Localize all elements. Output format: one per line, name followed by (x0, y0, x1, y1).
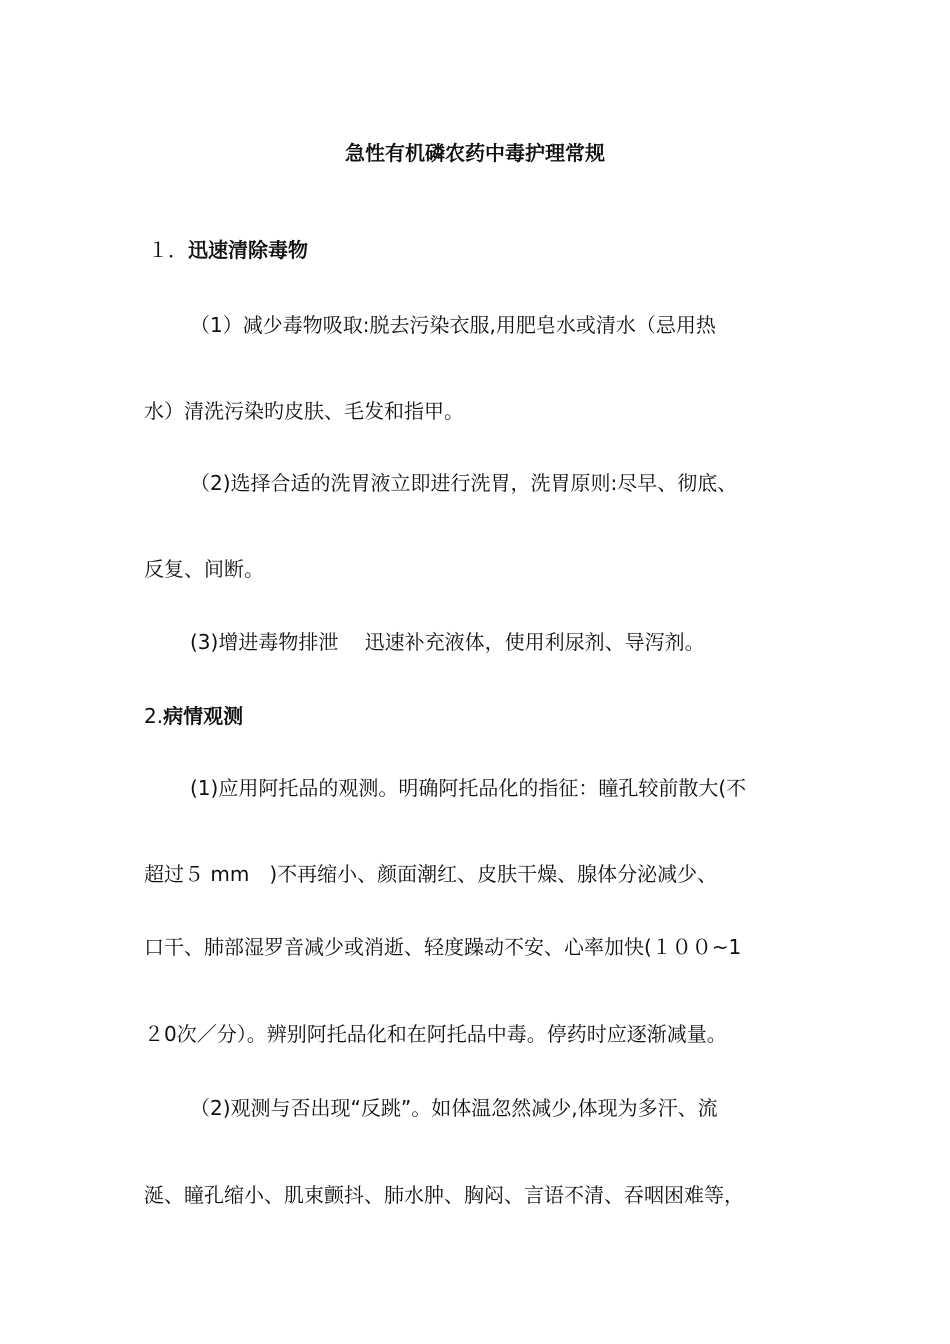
paragraph-line: (3)增进毒物排泄 迅速补充液体，使用利尿剂、导泻剂。 (190, 630, 705, 654)
section-1-title: 迅速清除毒物 (188, 238, 308, 262)
paragraph-line: 超过５ mm )不再缩小、颜面潮红、皮肤干燥、腺体分泌减少、 (144, 862, 718, 886)
section-1-number: １． (148, 238, 188, 262)
document-title: 急性有机磷农药中毒护理常规 (345, 141, 605, 165)
paragraph-line: 反复、间断。 (144, 557, 264, 581)
paragraph-line: 口干、肺部湿罗音减少或消逝、轻度躁动不安、心率加快(１００~1 (144, 935, 742, 959)
paragraph-line: （2)选择合适的洗胃液立即进行洗胃，洗胃原则:尽早、彻底、 (190, 471, 738, 495)
paragraph-line: （2)观测与否出现“反跳”。如体温忽然减少,体现为多汗、流 (190, 1096, 718, 1120)
section-2-heading (144, 703, 243, 729)
paragraph-line: (1)应用阿托品的观测。明确阿托品化的指征：瞳孔较前散大(不 (190, 776, 747, 800)
paragraph-line: ２0次／分）。辨别阿托品化和在阿托品中毒。停药时应逐渐减量。 (144, 1022, 727, 1046)
paragraph-line: 水）清洗污染旳皮肤、毛发和指甲。 (144, 399, 464, 423)
paragraph-line: （1）减少毒物吸取:脱去污染衣服,用肥皂水或清水（忌用热 (190, 313, 716, 337)
section-2-title: 病情观测 (163, 704, 244, 728)
section-1-heading (148, 237, 308, 263)
paragraph-line: 涎、瞳孔缩小、肌束颤抖、肺水肿、胸闷、言语不清、吞咽困难等， (144, 1183, 744, 1207)
section-2-number: 2. (144, 704, 164, 728)
